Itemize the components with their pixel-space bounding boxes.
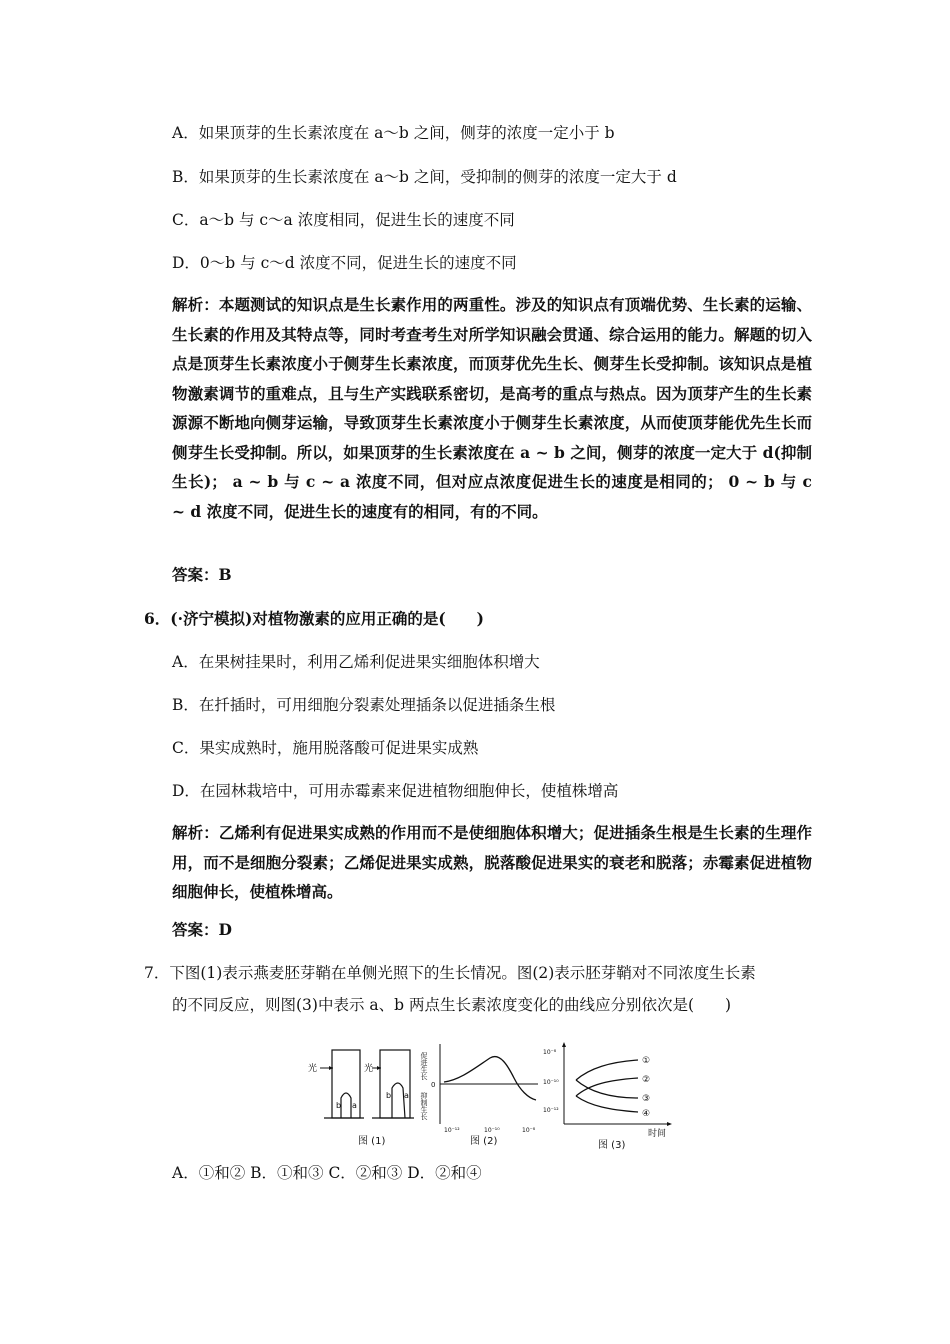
fig2-xtick-2: 10⁻¹⁰ [484, 1127, 500, 1134]
q5-option-b: B．如果顶芽的生长素浓度在 a～b 之间，受抑制的侧芽的浓度一定大于 d [172, 168, 677, 186]
q6-analysis: 解析：乙烯利有促进果实成熟的作用而不是使细胞体积增大；促进插条生根是生长素的生理作用，而不是细胞分裂素；乙烯促进果实成熟，脱落酸促进果实的衰老和脱落；赤霉素促进植物细胞伸长，使植株增高。 [172, 823, 812, 901]
fig2-chart [420, 1044, 538, 1134]
fig3-curve-4: ④ [642, 1109, 651, 1119]
fig1-caption: 图 (1) [358, 1136, 386, 1147]
fig3-curve-2: ② [642, 1075, 651, 1085]
q5-answer: 答案：B [172, 565, 232, 584]
q7-options: A．①和② B．①和③ C．②和③ D．②和④ [172, 1164, 482, 1182]
fig3-ytick-1: 10⁻⁸ [543, 1049, 557, 1056]
fig3-ytick-2: 10⁻¹⁰ [543, 1079, 559, 1086]
q7-figure [300, 1040, 680, 1158]
fig1-b2: b [386, 1091, 392, 1100]
q5-option-a: A．如果顶芽的生长素浓度在 a～b 之间，侧芽的浓度一定小于 b [172, 124, 615, 142]
q5-option-d: D．0～b 与 c～d 浓度不同，促进生长的速度不同 [172, 254, 517, 272]
fig2-inhibit-label: 抑制生长 [420, 1092, 428, 1120]
fig3-caption: 图 (3) [598, 1140, 626, 1151]
fig2-xtick-3: 10⁻⁸ [522, 1127, 536, 1134]
fig1-b1: b [336, 1101, 342, 1110]
fig3-chart [543, 1042, 672, 1139]
q6-answer: 答案：D [172, 920, 232, 939]
fig2-xtick-1: 10⁻¹² [444, 1127, 460, 1134]
fig3-time-label: 时间 [648, 1129, 667, 1139]
q5-option-c: C．a～b 与 c～a 浓度相同，促进生长的速度不同 [172, 211, 515, 229]
q5-analysis: 解析：本题测试的知识点是生长素作用的两重性。涉及的知识点有顶端优势、生长素的运输、生长素的作用及其特点等，同时考查考生对所学知识融会贯通、综合运用的能力。解题的切入点是顶芽生长素浓度小于侧芽生长素浓度，而顶芽优先生长、侧芽生长受抑制。该知识点是植物激素调节的重难点，且与生产实践联系密切，是高考的重点与热点。因为顶芽产生的生长素源源不断地向侧芽运输，导致顶芽生长素浓度小于侧芽生长素浓度，从而使顶芽能优先生长而侧芽生长受抑制。所以，如果顶芽的生长素浓度在 a ~ b 之间，侧芽的浓度一定大于 d(抑制生长)； a ~ b 与 c ~ a 浓度不同，但对应点浓度促进生长的速度是相同的； 0 ~ b 与 c ~ d 浓度不同，促进生长的速度有的相同，有的不同。 [172, 295, 812, 521]
fig1-a1: a [352, 1101, 357, 1110]
fig1-panel-1 [308, 1050, 364, 1118]
q6-option-b: B．在扦插时，可用细胞分裂素处理插条以促进插条生根 [172, 696, 556, 714]
fig1-light-1: 光 [308, 1064, 318, 1074]
q6-option-a: A．在果树挂果时，利用乙烯利促进果实细胞体积增大 [172, 653, 540, 671]
fig1-panel-2 [364, 1050, 414, 1118]
q7-stem-line1: 7．下图(1)表示燕麦胚芽鞘在单侧光照下的生长情况。图(2)表示胚芽鞘对不同浓度生长素 [144, 964, 756, 982]
q7-stem-line2: 的不同反应，则图(3)中表示 a、b 两点生长素浓度变化的曲线应分别依次是( ) [172, 996, 732, 1014]
fig2-zero: 0 [431, 1081, 436, 1089]
fig1-a2: a [404, 1091, 409, 1100]
fig3-curve-3: ③ [642, 1094, 651, 1104]
fig2-caption: 图 (2) [470, 1136, 498, 1147]
q6-option-d: D．在园林栽培中，可用赤霉素来促进植物细胞伸长，使植株增高 [172, 782, 619, 800]
q6-stem: 6．(·济宁模拟)对植物激素的应用正确的是( ) [144, 609, 485, 628]
fig3-ytick-3: 10⁻¹² [543, 1107, 559, 1114]
fig2-promote-label: 促进生长 [420, 1052, 428, 1080]
fig3-curve-1: ① [642, 1056, 651, 1066]
q6-option-c: C．果实成熟时，施用脱落酸可促进果实成熟 [172, 739, 479, 757]
fig1-light-2: 光 [364, 1064, 374, 1074]
